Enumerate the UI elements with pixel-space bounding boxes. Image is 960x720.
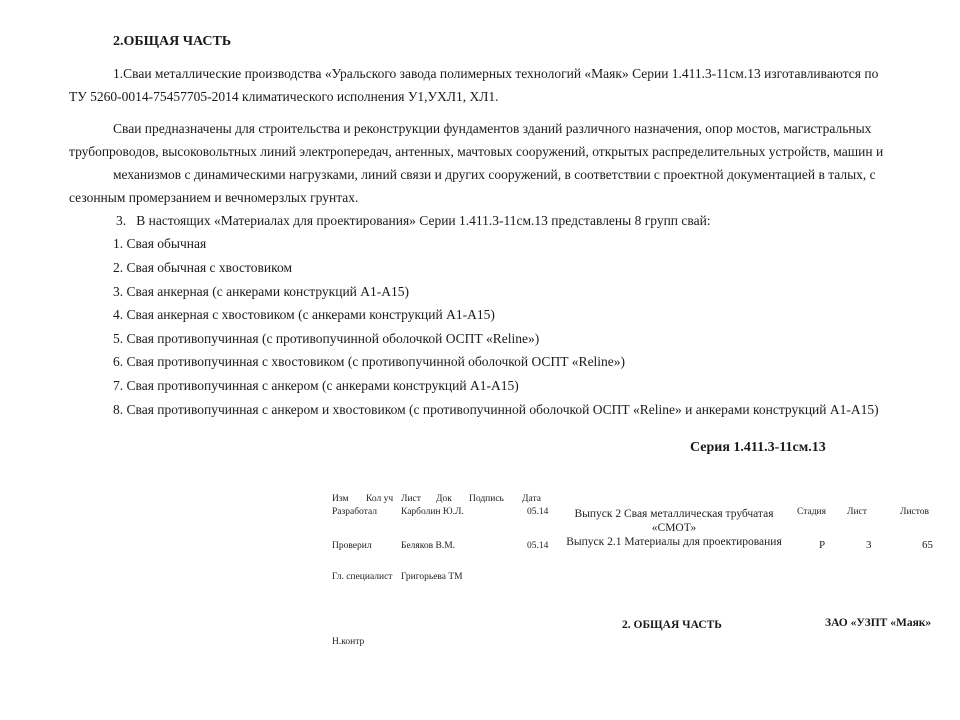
stamp-title-line3: Выпуск 2.1 Материалы для проектирования [566,536,782,548]
list-item: 1. Свая обычная [113,236,207,251]
list-item: 7. Свая противопучинная с анкером (с анкерами конструкций А1-А15) [113,378,519,393]
stamp-role-n-kontr: Н.контр [332,637,365,647]
stamp-date-proveril: 05.14 [527,541,549,551]
list-item: 4. Свая анкерная с хвостовиком (с анкерами конструкций А1-А15) [113,307,495,322]
stamp-role-razrabotal: Разработал [332,507,377,517]
stamp-date-razrabotal: 05.14 [527,507,549,517]
list-item: 8. Свая противопучинная с анкером и хвостовиком (с противопучинной оболочкой ОСПТ «Reline» и анкерами конструкций А1-А15) [113,402,879,417]
stamp-header-data: Дата [522,494,541,504]
stamp-header-kol-uch: Кол уч [366,494,394,504]
para1-line1: 1.Сваи металлические производства «Уральского завода полимерных технологий «Маяк» Серии 1.411.3-11см.13 изготавливаются по [113,66,879,81]
stamp-header-izm: Изм [332,494,349,504]
para2-line4: сезонным промерзанием и вечномерзлых грунтах. [69,190,359,205]
para2-line2: трубопроводов, высоковольтных линий электропередач, антенных, мачтовых сооружений, открытых распределительных устройств, машин и [69,144,884,159]
stamp-listov-label: Листов [900,507,930,517]
stamp-stadia-value: Р [819,539,826,551]
series-label: Серия 1.411.3-11см.13 [690,440,826,455]
stamp-section-title: 2. ОБЩАЯ ЧАСТЬ [622,619,722,631]
list-item: 2. Свая обычная с хвостовиком [113,260,293,275]
stamp-name-gl-spec: Григорьева ТМ [401,572,463,582]
stamp-role-proveril: Проверил [332,541,372,551]
stamp-stadia-label: Стадия [797,507,826,517]
stamp-company: ЗАО «УЗПТ «Маяк» [825,617,932,629]
stamp-list-value: 3 [866,539,872,551]
stamp-role-gl-spec: Гл. специалист [332,572,393,582]
stamp-name-proveril: Беляков В.М. [401,541,456,551]
para3: 3. В настоящих «Материалах для проектирования» Серии 1.411.3-11см.13 представлены 8 групп свай: [116,213,711,228]
list-item: 6. Свая противопучинная с хвостовиком (с противопучинной оболочкой ОСПТ «Reline») [113,354,626,369]
stamp-title-line1: Выпуск 2 Свая металлическая трубчатая [574,508,774,520]
para2-line1: Сваи предназначены для строительства и реконструкции фундаментов зданий различного назначения, опор мостов, магистральных [113,121,872,136]
stamp-name-razrabotal: Карболин Ю.Л. [401,507,464,517]
list-item: 3. Свая анкерная (с анкерами конструкций А1-А15) [113,284,410,299]
para1-line2: ТУ 5260-0014-75457705-2014 климатического исполнения У1,УХЛ1, ХЛ1. [69,89,499,104]
list-item: 5. Свая противопучинная (с противопучинной оболочкой ОСПТ «Reline») [113,331,540,346]
stamp-listov-value: 65 [922,539,933,551]
stamp-list-label: Лист [847,507,867,517]
stamp-header-podpis: Подпись [469,494,504,504]
section-heading: 2.ОБЩАЯ ЧАСТЬ [113,34,232,49]
para2-line3: механизмов с динамическими нагрузками, линий связи и других сооружений, в соответствии с проектной документацией в талых, с [113,167,876,182]
stamp-header-dok: Док [436,494,452,504]
stamp-header-list: Лист [401,494,421,504]
stamp-title-line2: «СМОТ» [651,522,697,534]
